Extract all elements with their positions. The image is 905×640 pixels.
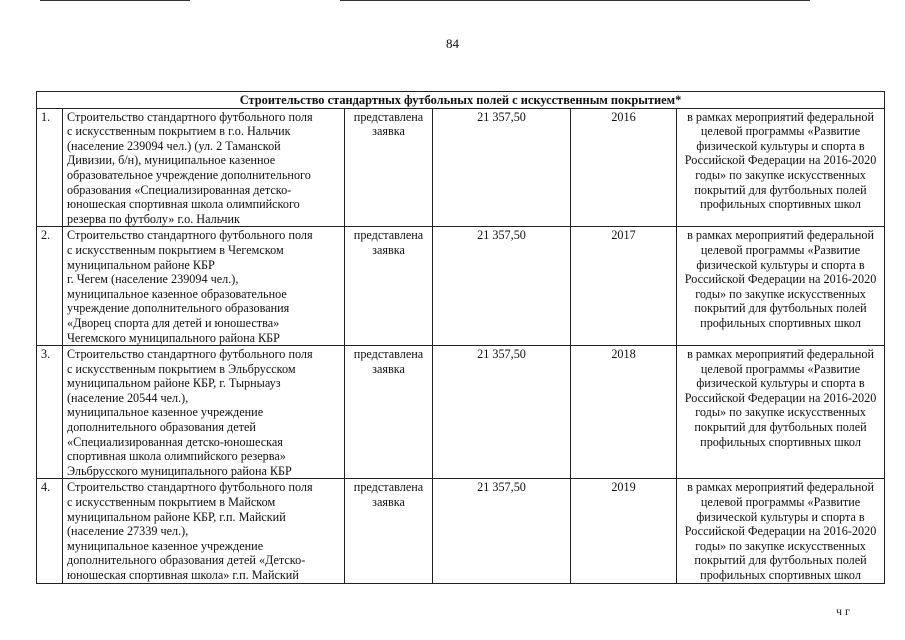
- note-line: профильных спортивных школ: [700, 197, 861, 212]
- status-line: заявка: [372, 242, 405, 257]
- note-line: целевой программы «Развитие: [700, 495, 861, 510]
- description-line: с искусственным покрытием в г.о. Нальчик: [67, 124, 291, 139]
- description-line: с искусственным покрытием в Чегемском: [67, 242, 284, 257]
- note-line: годы» по закупке искусственных: [695, 286, 866, 301]
- description-line: Строительство стандартного футбольного поля: [67, 347, 313, 362]
- application-status: [345, 108, 433, 227]
- description-line: спортивная школа олимпийского резерва»: [67, 449, 286, 464]
- row-number: 1.: [37, 108, 63, 227]
- note-line: целевой программы «Развитие: [700, 242, 861, 257]
- status-line: заявка: [372, 361, 405, 376]
- note-line: профильных спортивных школ: [700, 434, 861, 449]
- description-line: образовательное учреждение дополнительного: [67, 167, 311, 182]
- note-line: физической культуры и спорта в: [696, 509, 865, 524]
- description-line: муниципальном районе КБР: [67, 257, 215, 272]
- note-line: годы» по закупке искусственных: [695, 167, 866, 182]
- description-line: юношеская спортивная школа олимпийского: [67, 197, 300, 212]
- note-line: целевой программы «Развитие: [700, 124, 861, 139]
- description-line: муниципальное казенное учреждение: [67, 538, 264, 553]
- description-line: Строительство стандартного футбольного поля: [67, 109, 313, 124]
- project-description: [63, 479, 345, 583]
- amount-value: 21 357,50: [433, 108, 571, 227]
- note-line: покрытий для футбольных полей: [694, 301, 867, 316]
- status-line: заявка: [372, 124, 405, 139]
- note-line: покрытий для футбольных полей: [694, 420, 867, 435]
- note-line: физической культуры и спорта в: [696, 257, 865, 272]
- application-status: [345, 346, 433, 479]
- section-title: Строительство стандартных футбольных полей с искусственным покрытием*: [37, 92, 885, 109]
- amount-value: 21 357,50: [433, 479, 571, 583]
- note-line: в рамках мероприятий федеральной: [687, 347, 874, 362]
- note-line: в рамках мероприятий федеральной: [687, 109, 874, 124]
- note-line: покрытий для футбольных полей: [694, 553, 867, 568]
- description-line: Эльбрусского муниципального района КБР: [67, 463, 292, 478]
- description-line: муниципальном районе КБР, г.п. Майский: [67, 509, 286, 524]
- description-line: дополнительного образования детей: [67, 420, 256, 435]
- project-description: [63, 346, 345, 479]
- top-rule-right: [340, 0, 810, 1]
- note-line: профильных спортивных школ: [700, 568, 861, 582]
- note-line: в рамках мероприятий федеральной: [687, 228, 874, 243]
- amount-value: 21 357,50: [433, 227, 571, 346]
- application-status: [345, 479, 433, 583]
- description-line: муниципальном районе КБР, г. Тырныауз: [67, 376, 281, 391]
- program-note: [677, 227, 885, 346]
- description-line: (население 239094 чел.) (ул. 2 Таманской: [67, 138, 281, 153]
- year-value: 2018: [571, 346, 677, 479]
- program-note: [677, 108, 885, 227]
- note-line: профильных спортивных школ: [700, 315, 861, 330]
- year-value: 2017: [571, 227, 677, 346]
- note-line: Российской Федерации на 2016-2020: [684, 272, 877, 287]
- top-rule-left: [40, 0, 190, 1]
- status-line: представлена: [353, 109, 424, 124]
- description-line: «Дворец спорта для детей и юношества»: [67, 315, 280, 330]
- status-line: представлена: [353, 228, 424, 243]
- section-header-row: [37, 92, 885, 109]
- amount-value: 21 357,50: [433, 346, 571, 479]
- note-line: целевой программы «Развитие: [700, 361, 861, 376]
- description-line: учреждение дополнительного образования: [67, 301, 290, 316]
- description-line: Строительство стандартного футбольного поля: [67, 228, 313, 243]
- status-line: представлена: [353, 347, 424, 362]
- description-line: (население 20544 чел.),: [67, 390, 189, 405]
- note-line: годы» по закупке искусственных: [695, 405, 866, 420]
- description-line: резерва по футболу» г.о. Нальчик: [67, 211, 240, 226]
- year-value: 2016: [571, 108, 677, 227]
- description-line: образования «Специализированная детско-: [67, 182, 292, 197]
- note-line: годы» по закупке искусственных: [695, 538, 866, 553]
- note-line: Российской Федерации на 2016-2020: [684, 153, 877, 168]
- page-number: 84: [446, 36, 459, 51]
- description-line: с искусственным покрытием в Майском: [67, 495, 276, 510]
- description-line: с искусственным покрытием в Эльбрусском: [67, 361, 296, 376]
- program-note: [677, 479, 885, 583]
- note-line: в рамках мероприятий федеральной: [687, 480, 874, 495]
- row-number: 2.: [37, 227, 63, 346]
- projects-table: [36, 91, 885, 584]
- table-row: [37, 479, 885, 583]
- description-line: «Специализированная детско-юношеская: [67, 434, 283, 449]
- table-row: [37, 108, 885, 227]
- description-line: муниципальное казенное образовательное: [67, 286, 287, 301]
- note-line: физической культуры и спорта в: [696, 138, 865, 153]
- row-number: 3.: [37, 346, 63, 479]
- description-line: г. Чегем (население 239094 чел.),: [67, 272, 239, 287]
- description-line: Чегемского муниципального района КБР: [67, 330, 280, 345]
- note-line: физической культуры и спорта в: [696, 376, 865, 391]
- status-line: представлена: [353, 480, 424, 495]
- table-row: [37, 227, 885, 346]
- year-value: 2019: [571, 479, 677, 583]
- status-line: заявка: [372, 495, 405, 510]
- description-line: Строительство стандартного футбольного поля: [67, 480, 313, 495]
- description-line: Дивизии, б/н), муниципальное казенное: [67, 153, 276, 168]
- note-line: покрытий для футбольных полей: [694, 182, 867, 197]
- note-line: Российской Федерации на 2016-2020: [684, 390, 877, 405]
- row-number: 4.: [37, 479, 63, 583]
- description-line: муниципальное казенное учреждение: [67, 405, 264, 420]
- description-line: (население 27339 чел.),: [67, 524, 189, 539]
- description-line: юношеская спортивная школа» г.п. Майский: [67, 568, 299, 582]
- table-row: [37, 346, 885, 479]
- note-line: Российской Федерации на 2016-2020: [684, 524, 877, 539]
- project-description: [63, 227, 345, 346]
- handwritten-marks: ч г: [836, 604, 850, 618]
- application-status: [345, 227, 433, 346]
- description-line: дополнительного образования детей «Детско-: [67, 553, 306, 568]
- project-description: [63, 108, 345, 227]
- program-note: [677, 346, 885, 479]
